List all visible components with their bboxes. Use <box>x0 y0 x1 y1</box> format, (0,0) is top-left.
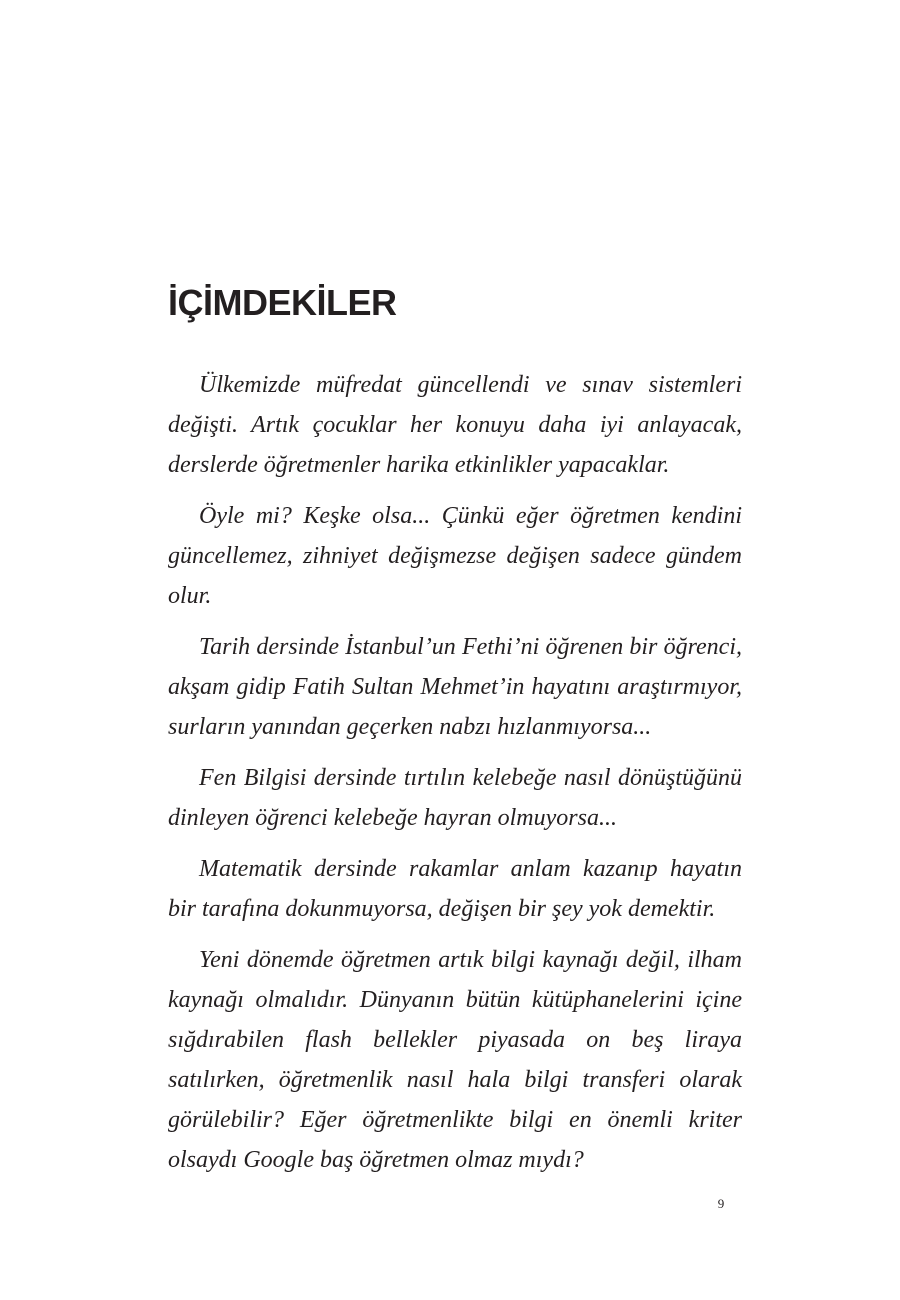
paragraph-1: Ülkemizde müfredat güncellendi ve sınav sistemleri değişti. Artık çocuklar her konuyu daha iyi anlayacak, derslerde öğretmenler harika etkinlikler yapacaklar. <box>168 372 742 478</box>
paragraph-4: Fen Bilgisi dersinde tırtılın kelebeğe nasıl dönüştüğünü dinleyen öğrenci kelebeğe hayran olmuyorsa... <box>168 765 742 831</box>
chapter-body <box>168 365 742 1191</box>
paragraph-5: Matematik dersinde rakamlar anlam kazanıp hayatın bir tarafına dokunmuyorsa, değişen bir şey yok demektir. <box>168 856 742 922</box>
paragraph-2: Öyle mi? Keşke olsa... Çünkü eğer öğretmen kendini güncellemez, zihniyet değişmezse değişen sadece gündem olur. <box>168 503 742 609</box>
page-number: 9 <box>717 1196 725 1211</box>
chapter-title: İÇİMDEKİLER <box>168 282 397 323</box>
paragraph-3: Tarih dersinde İstanbul’un Fethi’ni öğrenen bir öğrenci, akşam gidip Fatih Sultan Mehmet’in hayatını araştırmıyor, surların yanından geçerken nabzı hızlanmıyorsa... <box>168 634 742 740</box>
paragraph-6: Yeni dönemde öğretmen artık bilgi kaynağı değil, ilham kaynağı olmalıdır. Dünyanın bütün kütüphanelerini içine sığdırabilen flash bellekler piyasada on beş liraya satılırken, öğretmenlik nasıl hala bilgi transferi olarak görülebilir? Eğer öğretmenlikte bilgi en önemli kriter olsaydı Google baş öğretmen olmaz mıydı? <box>168 947 742 1173</box>
